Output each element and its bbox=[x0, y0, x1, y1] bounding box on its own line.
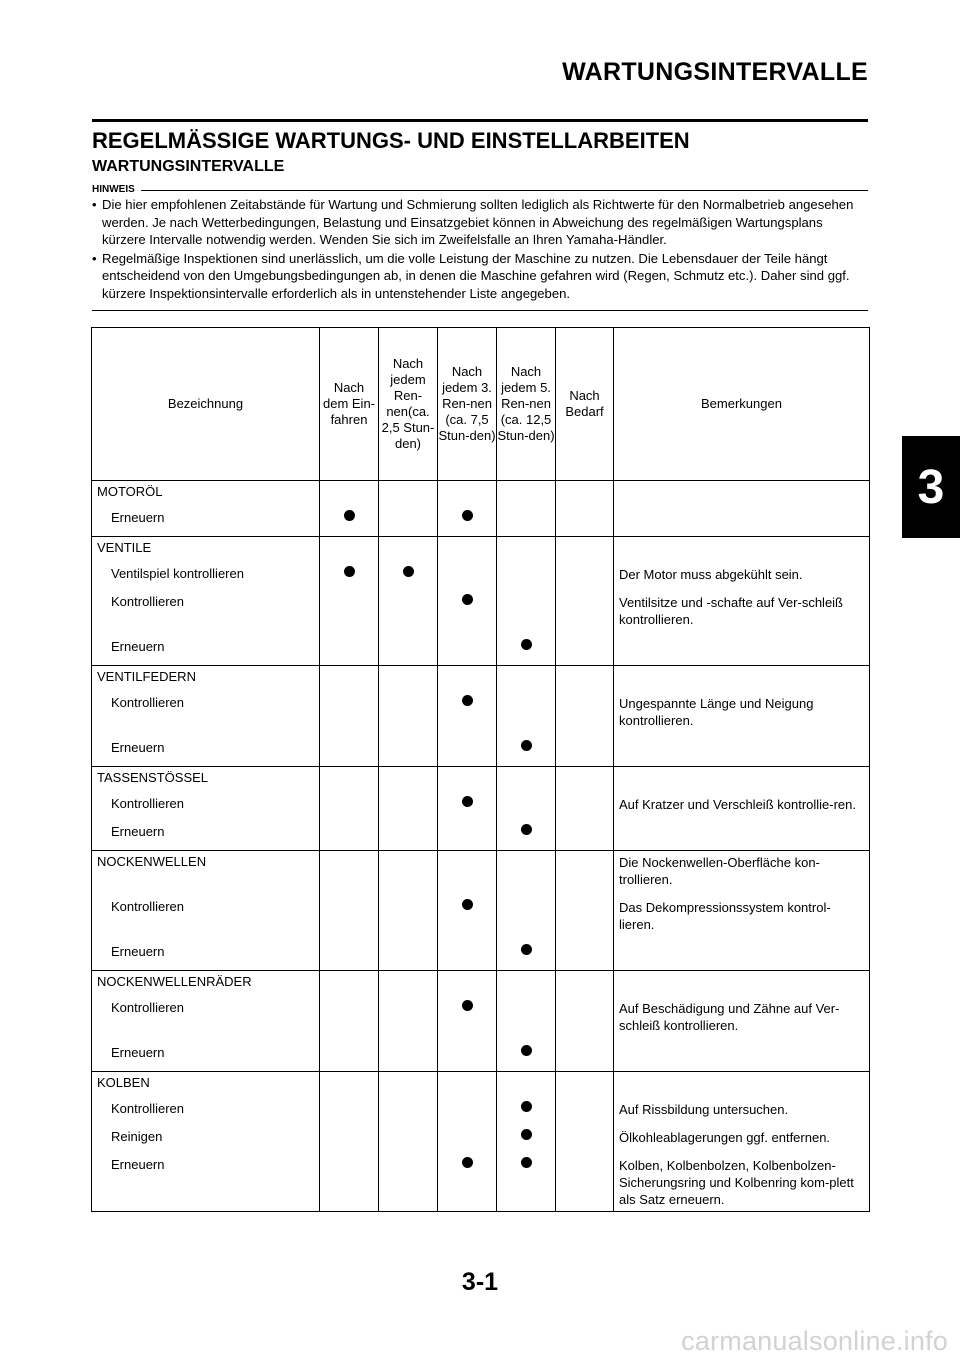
remark-cell: Der Motor muss abgekühlt sein. bbox=[614, 558, 870, 586]
bullet-icon bbox=[403, 566, 414, 577]
interval-cell bbox=[438, 1149, 497, 1212]
page-number: 3-1 bbox=[461, 1268, 499, 1296]
interval-cell bbox=[379, 891, 438, 936]
interval-cell bbox=[379, 1037, 438, 1072]
note-label: HINWEIS bbox=[92, 184, 135, 195]
chapter-tab bbox=[902, 436, 960, 538]
bullet-icon bbox=[344, 510, 355, 521]
item-name: Kontrollieren bbox=[92, 586, 320, 631]
table-row bbox=[92, 558, 870, 586]
remark-cell bbox=[614, 631, 870, 666]
item-name: Erneuern bbox=[92, 1149, 320, 1212]
remark-cell bbox=[614, 666, 870, 688]
remark-cell: Ölkohleablagerungen ggf. entfernen. bbox=[614, 1121, 870, 1149]
interval-cell bbox=[556, 586, 614, 631]
table-cell bbox=[320, 666, 379, 688]
interval-cell bbox=[556, 1121, 614, 1149]
interval-cell bbox=[320, 816, 379, 851]
table-cell bbox=[556, 1072, 614, 1094]
table-cell bbox=[497, 851, 556, 892]
interval-cell bbox=[379, 788, 438, 816]
bullet-icon bbox=[521, 944, 532, 955]
table-cell bbox=[320, 971, 379, 993]
interval-cell bbox=[497, 788, 556, 816]
bullet-icon bbox=[462, 695, 473, 706]
table-cell bbox=[497, 1072, 556, 1094]
remark-cell bbox=[614, 732, 870, 767]
interval-cell bbox=[438, 992, 497, 1037]
item-name: Erneuern bbox=[92, 1037, 320, 1072]
interval-cell bbox=[438, 502, 497, 537]
interval-cell bbox=[556, 936, 614, 971]
interval-cell bbox=[556, 732, 614, 767]
table-row bbox=[92, 992, 870, 1037]
note-header bbox=[92, 184, 868, 195]
table-cell bbox=[497, 666, 556, 688]
remark-cell: Das Dekompressionssystem kontrol-lieren. bbox=[614, 891, 870, 936]
table-cell bbox=[438, 971, 497, 993]
interval-cell bbox=[497, 558, 556, 586]
table-cell bbox=[556, 851, 614, 892]
table-row bbox=[92, 891, 870, 936]
maintenance-table bbox=[91, 327, 870, 1212]
table-group-row bbox=[92, 1072, 870, 1094]
bullet-icon bbox=[462, 796, 473, 807]
table-cell bbox=[320, 537, 379, 559]
note-item: • Die hier empfohlenen Zeitabstände für Wartung und Schmierung sollten lediglich als Richtwerte für den Normalbetrieb angesehen werden. Je nach Wetterbedingungen, Belastung und Einsatzgebiet können in Abweichung des regelmäßigen Wartungsplans kürzere Intervalle notwendig werden. Wenden Sie sich im Zweifelsfalle an Ihren Yamaha-Händler. bbox=[92, 196, 868, 249]
item-name: Reinigen bbox=[92, 1121, 320, 1149]
interval-cell bbox=[556, 788, 614, 816]
interval-cell bbox=[379, 1121, 438, 1149]
group-name: MOTORÖL bbox=[92, 481, 320, 503]
table-cell bbox=[379, 767, 438, 789]
remark-cell bbox=[614, 537, 870, 559]
interval-cell bbox=[438, 936, 497, 971]
header-every-5-races: Nach jedem 5. Ren-nen (ca. 12,5 Stun-den) bbox=[497, 328, 556, 481]
bullet-icon bbox=[521, 1101, 532, 1112]
interval-cell bbox=[438, 586, 497, 631]
table-cell bbox=[379, 666, 438, 688]
interval-cell bbox=[438, 891, 497, 936]
remark-cell: Ventilsitze und -schafte auf Ver-schleiß kontrollieren. bbox=[614, 586, 870, 631]
group-name: KOLBEN bbox=[92, 1072, 320, 1094]
table-cell bbox=[497, 481, 556, 503]
table-cell bbox=[379, 481, 438, 503]
table-cell bbox=[438, 1072, 497, 1094]
interval-cell bbox=[497, 1093, 556, 1121]
interval-cell bbox=[497, 816, 556, 851]
interval-cell bbox=[379, 732, 438, 767]
table-row bbox=[92, 1093, 870, 1121]
remark-cell bbox=[614, 1037, 870, 1072]
table-cell bbox=[438, 666, 497, 688]
interval-cell bbox=[556, 631, 614, 666]
table-row bbox=[92, 788, 870, 816]
remark-cell bbox=[614, 816, 870, 851]
table-row bbox=[92, 816, 870, 851]
table-cell bbox=[497, 971, 556, 993]
interval-cell bbox=[438, 631, 497, 666]
table-cell bbox=[556, 481, 614, 503]
table-cell bbox=[556, 666, 614, 688]
interval-cell bbox=[556, 502, 614, 537]
table-cell bbox=[379, 1072, 438, 1094]
interval-cell bbox=[438, 788, 497, 816]
interval-cell bbox=[556, 992, 614, 1037]
table-body bbox=[92, 481, 870, 1212]
interval-cell bbox=[379, 586, 438, 631]
table-row bbox=[92, 631, 870, 666]
interval-cell bbox=[379, 502, 438, 537]
chapter-tab-label: 3 bbox=[917, 460, 945, 514]
bullet-icon bbox=[462, 899, 473, 910]
interval-cell bbox=[320, 891, 379, 936]
table-cell bbox=[497, 537, 556, 559]
interval-cell bbox=[556, 1093, 614, 1121]
item-name: Erneuern bbox=[92, 936, 320, 971]
interval-cell bbox=[320, 631, 379, 666]
remark-cell: Auf Kratzer und Verschleiß kontrollie-ren. bbox=[614, 788, 870, 816]
section-title: REGELMÄSSIGE WARTUNGS- UND EINSTELLARBEITEN bbox=[92, 128, 690, 153]
table-cell bbox=[556, 767, 614, 789]
remark-cell bbox=[614, 971, 870, 993]
interval-cell bbox=[379, 558, 438, 586]
remark-cell bbox=[614, 1072, 870, 1094]
table-row bbox=[92, 586, 870, 631]
interval-cell bbox=[438, 1121, 497, 1149]
bullet-icon bbox=[521, 1045, 532, 1056]
interval-cell bbox=[497, 732, 556, 767]
interval-cell bbox=[320, 1037, 379, 1072]
bullet-icon bbox=[462, 594, 473, 605]
table-row bbox=[92, 936, 870, 971]
item-name: Erneuern bbox=[92, 816, 320, 851]
interval-cell bbox=[438, 816, 497, 851]
interval-cell bbox=[497, 891, 556, 936]
watermark: carmanualsonline.info bbox=[681, 1326, 948, 1356]
table-row bbox=[92, 502, 870, 537]
table-cell bbox=[379, 851, 438, 892]
bullet-icon bbox=[521, 1157, 532, 1168]
interval-cell bbox=[320, 502, 379, 537]
interval-cell bbox=[320, 687, 379, 732]
interval-cell bbox=[320, 558, 379, 586]
interval-cell bbox=[320, 992, 379, 1037]
bullet-icon bbox=[462, 1000, 473, 1011]
interval-cell bbox=[497, 1121, 556, 1149]
table-cell bbox=[438, 767, 497, 789]
table-cell bbox=[556, 537, 614, 559]
interval-cell bbox=[379, 816, 438, 851]
table-group-row bbox=[92, 537, 870, 559]
remark-cell: Auf Rissbildung untersuchen. bbox=[614, 1093, 870, 1121]
group-name: TASSENSTÖSSEL bbox=[92, 767, 320, 789]
interval-cell bbox=[438, 1037, 497, 1072]
note-item: • Regelmäßige Inspektionen sind unerlässlich, um die volle Leistung der Maschine zu nutzen. Die Lebensdauer der Teile hängt entscheidend von den Umgebungsbedingungen ab, in denen die Maschine gefahren wird (Regen, Schmutz etc.). Daher sind ggf. kürzere Inspektionsintervalle erforderlich als in untenstehender Liste angegeben. bbox=[92, 250, 868, 303]
interval-cell bbox=[379, 1093, 438, 1121]
remark-cell bbox=[614, 767, 870, 789]
group-name: VENTILFEDERN bbox=[92, 666, 320, 688]
note-box bbox=[92, 184, 868, 311]
table-cell bbox=[438, 481, 497, 503]
remark-cell: Die Nockenwellen-Oberfläche kon-trollieren. bbox=[614, 851, 870, 892]
group-name: NOCKENWELLENRÄDER bbox=[92, 971, 320, 993]
item-name: Erneuern bbox=[92, 502, 320, 537]
header-every-3-races: Nach jedem 3. Ren-nen (ca. 7,5 Stun-den) bbox=[438, 328, 497, 481]
header-as-required: Nach Bedarf bbox=[556, 328, 614, 481]
note-bottom-rule bbox=[92, 310, 868, 311]
bullet-icon bbox=[521, 740, 532, 751]
header-name: Bezeichnung bbox=[92, 328, 320, 481]
remark-cell: Auf Beschädigung und Zähne auf Ver-schleiß kontrollieren. bbox=[614, 992, 870, 1037]
remark-cell bbox=[614, 936, 870, 971]
table-row bbox=[92, 1149, 870, 1212]
note-rule bbox=[141, 190, 868, 191]
table-cell bbox=[320, 851, 379, 892]
table-cell bbox=[438, 851, 497, 892]
table-group-row bbox=[92, 666, 870, 688]
table-row bbox=[92, 687, 870, 732]
interval-cell bbox=[320, 732, 379, 767]
header-after-breakin: Nach dem Ein-fahren bbox=[320, 328, 379, 481]
interval-cell bbox=[497, 502, 556, 537]
table-cell bbox=[320, 481, 379, 503]
table-cell bbox=[438, 537, 497, 559]
remark-cell bbox=[614, 502, 870, 537]
interval-cell bbox=[497, 631, 556, 666]
interval-cell bbox=[556, 816, 614, 851]
table-group-row bbox=[92, 767, 870, 789]
table-group-row bbox=[92, 851, 870, 892]
table-group-row bbox=[92, 971, 870, 993]
interval-cell bbox=[379, 1149, 438, 1212]
table-cell bbox=[556, 971, 614, 993]
table-row bbox=[92, 1037, 870, 1072]
interval-cell bbox=[320, 1093, 379, 1121]
interval-cell bbox=[497, 1037, 556, 1072]
interval-cell bbox=[556, 891, 614, 936]
table-header-row bbox=[92, 328, 870, 481]
interval-cell bbox=[379, 631, 438, 666]
group-name: NOCKENWELLEN bbox=[92, 851, 320, 892]
interval-cell bbox=[438, 558, 497, 586]
subsection-title: WARTUNGSINTERVALLE bbox=[92, 158, 285, 175]
table-row bbox=[92, 732, 870, 767]
item-name: Erneuern bbox=[92, 732, 320, 767]
item-name: Kontrollieren bbox=[92, 891, 320, 936]
interval-cell bbox=[438, 732, 497, 767]
item-name: Kontrollieren bbox=[92, 1093, 320, 1121]
item-name: Kontrollieren bbox=[92, 992, 320, 1037]
table-row bbox=[92, 1121, 870, 1149]
interval-cell bbox=[497, 687, 556, 732]
group-name: VENTILE bbox=[92, 537, 320, 559]
table-cell bbox=[497, 767, 556, 789]
table-cell bbox=[379, 537, 438, 559]
interval-cell bbox=[556, 1037, 614, 1072]
header-rule bbox=[92, 119, 868, 122]
interval-cell bbox=[556, 558, 614, 586]
interval-cell bbox=[379, 992, 438, 1037]
interval-cell bbox=[438, 1093, 497, 1121]
remark-cell: Kolben, Kolbenbolzen, Kolbenbolzen-Sicherungsring und Kolbenring kom-plett als Satz erneuern. bbox=[614, 1149, 870, 1212]
table-group-row bbox=[92, 481, 870, 503]
bullet-icon bbox=[462, 1157, 473, 1168]
item-name: Erneuern bbox=[92, 631, 320, 666]
table-cell bbox=[379, 971, 438, 993]
interval-cell bbox=[320, 788, 379, 816]
interval-cell bbox=[497, 992, 556, 1037]
interval-cell bbox=[497, 936, 556, 971]
interval-cell bbox=[320, 936, 379, 971]
item-name: Kontrollieren bbox=[92, 687, 320, 732]
item-name: Ventilspiel kontrollieren bbox=[92, 558, 320, 586]
bullet-icon bbox=[344, 566, 355, 577]
bullet-icon bbox=[462, 510, 473, 521]
bullet-icon bbox=[521, 639, 532, 650]
interval-cell bbox=[320, 586, 379, 631]
header-title: WARTUNGSINTERVALLE bbox=[562, 58, 868, 86]
interval-cell bbox=[379, 687, 438, 732]
bullet-icon bbox=[521, 824, 532, 835]
interval-cell bbox=[379, 936, 438, 971]
table-cell bbox=[320, 767, 379, 789]
table-cell bbox=[320, 1072, 379, 1094]
header-remarks: Bemerkungen bbox=[614, 328, 870, 481]
interval-cell bbox=[438, 687, 497, 732]
interval-cell bbox=[497, 1149, 556, 1212]
item-name: Kontrollieren bbox=[92, 788, 320, 816]
remark-cell bbox=[614, 481, 870, 503]
interval-cell bbox=[556, 1149, 614, 1212]
interval-cell bbox=[320, 1121, 379, 1149]
remark-cell: Ungespannte Länge und Neigung kontrollieren. bbox=[614, 687, 870, 732]
interval-cell bbox=[497, 586, 556, 631]
interval-cell bbox=[320, 1149, 379, 1212]
bullet-icon bbox=[521, 1129, 532, 1140]
header-every-race: Nach jedem Ren-nen(ca. 2,5 Stun-den) bbox=[379, 328, 438, 481]
interval-cell bbox=[556, 687, 614, 732]
